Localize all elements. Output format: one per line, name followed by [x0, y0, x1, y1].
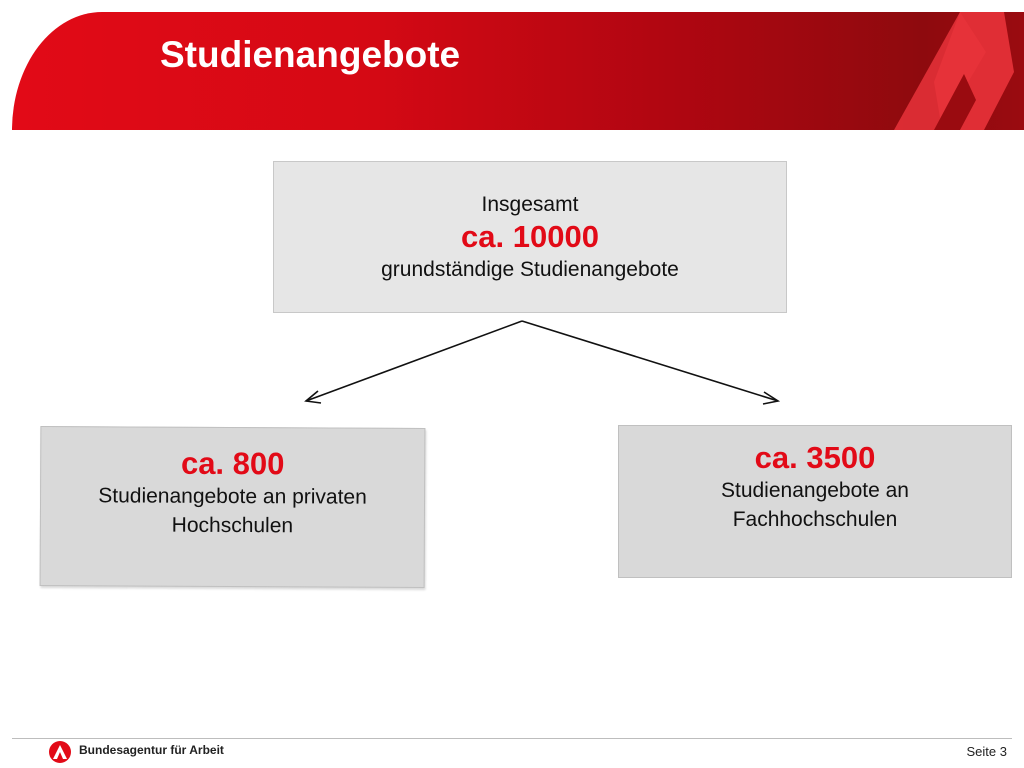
arrow-to-private	[306, 321, 522, 401]
total-value: ca. 10000	[461, 219, 599, 254]
footer-brand: Bundesagentur für Arbeit	[79, 743, 224, 757]
page-number: Seite 3	[966, 744, 1007, 759]
fh-description-line1: Studienangebote an	[720, 479, 909, 502]
private-universities-box	[40, 426, 426, 588]
total-description: grundständige Studienangebote	[381, 258, 679, 281]
private-description-line1: Studienangebote an privaten	[98, 484, 367, 509]
total-label: Insgesamt	[481, 193, 579, 216]
footer-divider	[12, 738, 1012, 739]
arrow-to-fachhochschulen	[522, 321, 778, 401]
fh-value: ca. 3500	[754, 440, 876, 475]
bundesagentur-logo-icon	[47, 740, 73, 764]
page-title: Studienangebote	[160, 34, 461, 75]
private-value: ca. 800	[180, 445, 285, 482]
fh-description-line2: Fachhochschulen	[732, 508, 898, 531]
private-description-line2: Hochschulen	[171, 513, 294, 538]
fachhochschulen-box	[618, 425, 1012, 578]
